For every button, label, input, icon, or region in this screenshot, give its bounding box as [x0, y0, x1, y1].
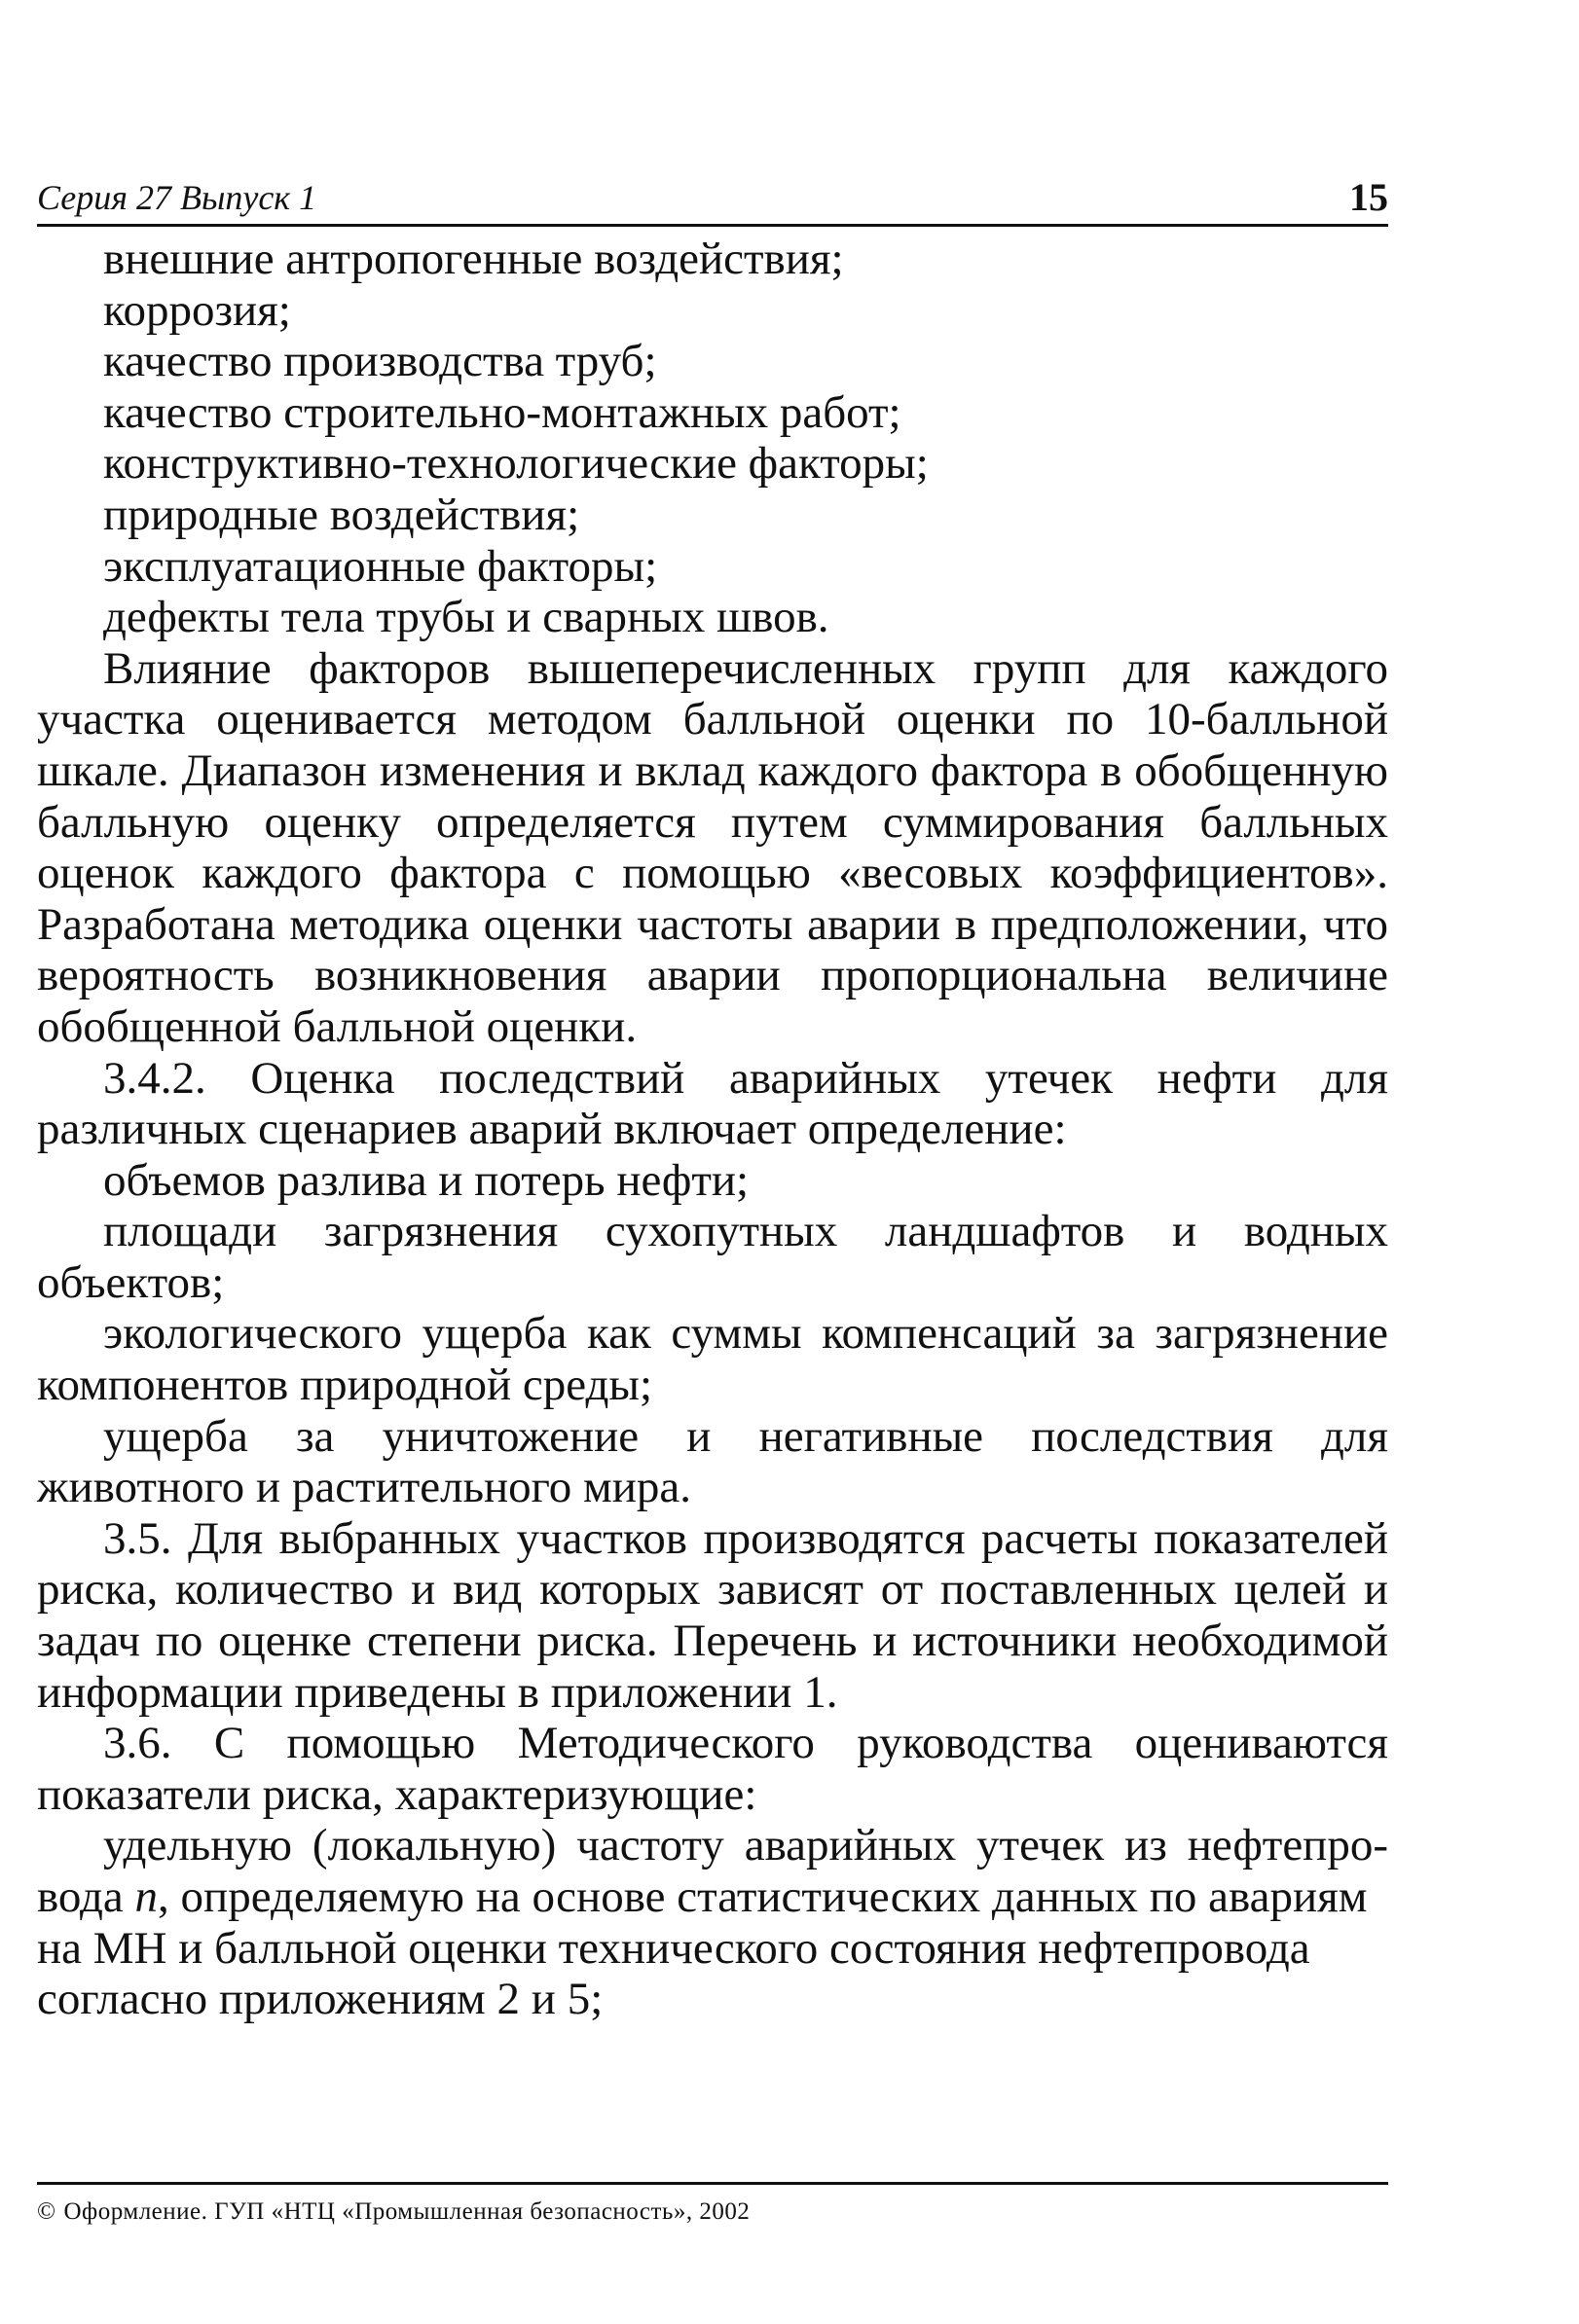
paragraph-continuation	[37, 1871, 1388, 2025]
copyright-icon: ©	[37, 2198, 56, 2225]
list-item: площади загрязнения сухопутных ландшафтов и водных объектов;	[37, 1206, 1388, 1308]
list-item: ущерба за уничтожение и негативные последствия для животного и растительного мира.	[37, 1410, 1388, 1513]
variable-n: n	[134, 1871, 159, 1922]
consequence-list	[37, 1155, 1388, 1513]
list-item: эксплуатационные факторы;	[103, 540, 658, 592]
list-item: дефекты тела трубы и сварных швов.	[103, 592, 829, 643]
text-segment: вода	[37, 1871, 135, 1922]
list-item: природные воздействия;	[103, 489, 580, 540]
paragraph-first-line: удельную (локальную) частоту аварийных утечек из нефтепро-	[103, 1820, 1388, 1871]
paragraph-3-6: 3.6. С помощью Методического руководства оцениваются показатели риска, характеризующие:	[37, 1718, 1388, 1820]
factor-list	[37, 234, 1388, 643]
text-segment: , определяемую на основе статистических данных по авариям на МН и балльной оценки технического состояния нефтепровода согласно приложениям 2 и 5;	[37, 1871, 1368, 2025]
series-issue-label: Серия 27 Выпуск 1	[37, 178, 317, 217]
copyright-footer	[37, 2182, 1388, 2226]
paragraph-3-4-2: 3.4.2. Оценка последствий аварийных утечек нефти для различных сценариев аварий включает определение:	[37, 1052, 1388, 1155]
page-number: 15	[1349, 175, 1388, 219]
paragraph-3-5: 3.5. Для выбранных участков производятся расчеты показателей риска, количество и вид которых зависят от поставленных целей и задач по оценке степени риска. Перечень и источники необходимой информации приведены в приложении 1.	[37, 1512, 1388, 1718]
list-item: конструктивно-технологические факторы;	[103, 438, 929, 490]
list-item: экологического ущерба как суммы компенсаций за загрязнение компонентов природной среды;	[37, 1308, 1388, 1411]
list-item: качество строительно-монтажных работ;	[103, 386, 901, 438]
list-item: внешние антропогенные воздействия;	[103, 234, 844, 284]
list-item: коррозия;	[103, 284, 291, 336]
paragraph-leak-frequency	[37, 1820, 1388, 2024]
list-item: объемов разлива и потерь нефти;	[103, 1154, 750, 1206]
running-header	[37, 156, 1388, 227]
copyright-text: Оформление. ГУП «НТЦ «Промышленная безопасность», 2002	[63, 2198, 751, 2225]
page-body	[37, 234, 1388, 2025]
list-item: качество производства труб;	[103, 336, 657, 387]
paragraph-factor-influence: Влияние факторов вышеперечисленных групп для каждого участка оценивается методом балльной оценки по 10-балльной шкале. Диапазон изменения и вклад каждого фактора в обобщенную балльную оценку определяется путем суммирования балльных оценок каждого фактора с помощью «весовых коэффициентов». Разработана методика оценки частоты аварии в предположении, что вероятность возникновения аварии пропорциональна величине обобщенной балльной оценки.	[37, 642, 1388, 1052]
